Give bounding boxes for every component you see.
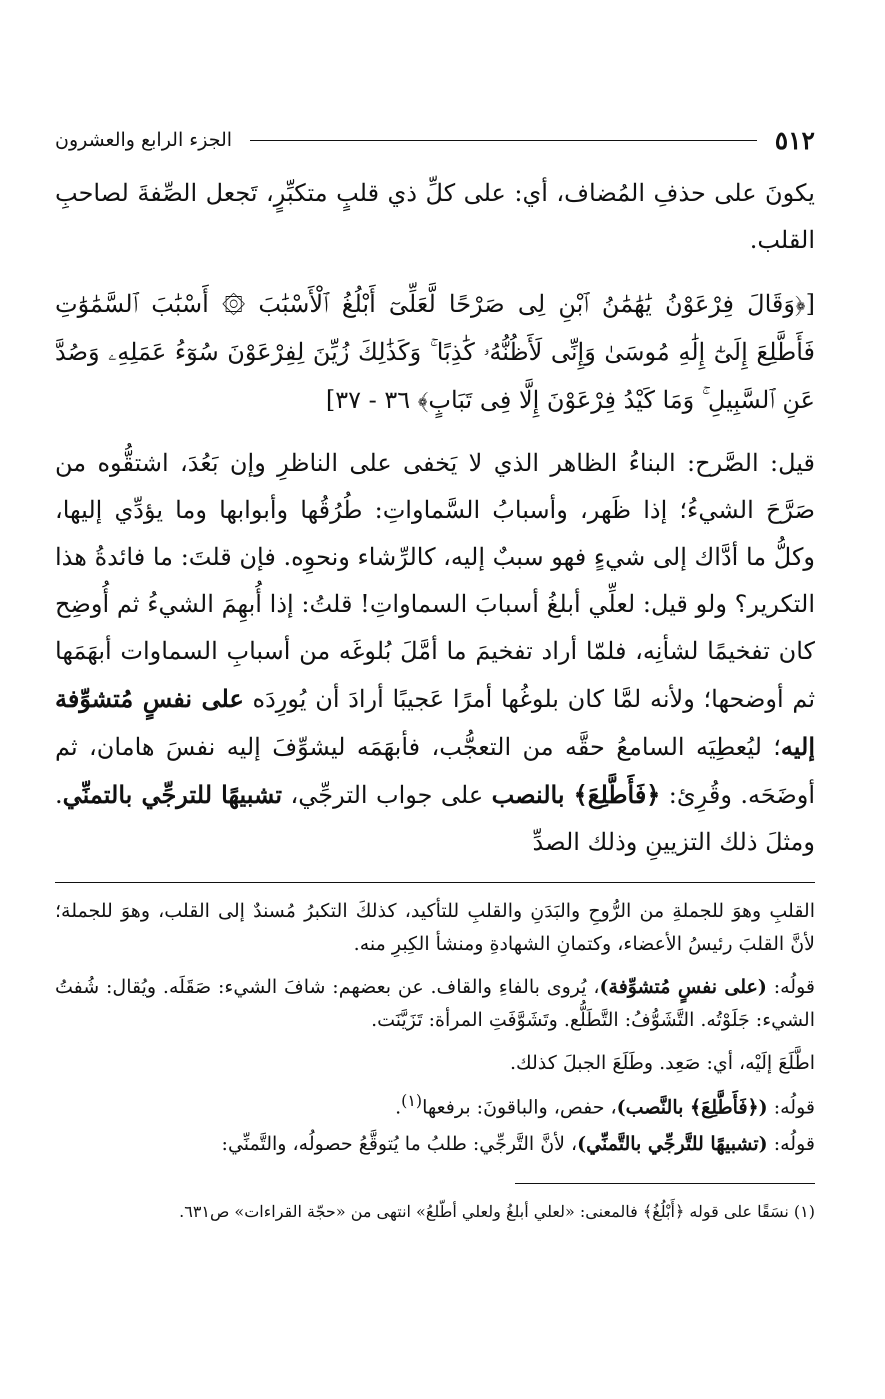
commentary-paragraph-1: القلبِ وهوَ للجملةِ من الرُّوحِ والبَدَنِ والقلبِ للتأكيد، كذلكَ التكبرُ مُسندٌ إلى القلب، وهوَ للجملة؛ لأنَّ القلبَ رئيسُ الأعضاء، وكتمانِ الشهادةِ ومنشأ الكِبرِ منه.: [55, 900, 815, 955]
tafsir-paragraph: [55, 440, 815, 866]
page-header: [55, 120, 815, 160]
commentary-4-prefix: قولُه:: [767, 1096, 815, 1119]
main-text: [55, 170, 815, 866]
tafsir-bold-2: ﴿فَأَطَّلِعَ﴾ بالنصب: [491, 780, 661, 809]
book-page: [55, 120, 815, 1226]
tafsir-bold-3: تشبيهًا للترجِّي بالتمنِّي: [62, 780, 283, 809]
tafsir-text-4: . ومثلَ ذلك التزيينِ وذلك الصدِّ: [55, 781, 815, 856]
running-head: الجزء الرابع والعشرون: [55, 129, 233, 151]
tafsir-bold-1: على نفسٍ مُتشوِّفة إليه: [55, 684, 816, 761]
footnote-ref: (١): [401, 1091, 423, 1110]
commentary-section: [55, 895, 815, 1161]
tafsir-text-2: ؛ ليُعطِيَه السامعُ حقَّه من التعجُّب، فأبهَمَه ليشوِّفَ إليه نفسَ هامان، ثم أوضَحَه. وقُرِئ:: [55, 733, 815, 809]
intro-paragraph: يكونَ على حذفِ المُضاف، أي: على كلِّ ذي قلبٍ متكبِّرٍ، تَجعل الصِّفةَ لصاحبِ القلب.: [55, 179, 815, 254]
commentary-5-text: ، لأنَّ التَّرجِّي: طلبُ ما يُتوقَّعُ حصولُه، والتَّمنِّي:: [221, 1133, 578, 1156]
commentary-4-end: .: [395, 1096, 402, 1119]
commentary-paragraph-2: [55, 971, 815, 1037]
footnote-separator: [515, 1183, 815, 1184]
tafsir-text-1: قيل: الصَّرح: البناءُ الظاهر الذي لا يَخفى على الناظرِ وإن بَعُدَ، اشتقُّوه من صَرَّحَ الشيءُ؛ إذا ظَهر، وأسبابُ السَّماواتِ: طُرُقُها وأبوابها وما يؤدِّي إليها، وكلُّ ما أدَّاك إلى شيءٍ فهو سببٌ إليه، كالرِّشاء ونحوِه. فإن قلتَ: ما فائدةُ هذا التكرير؟ ولو قيل: لعلِّي أبلغُ أسبابَ السماواتِ! قلتُ: إذا أُبهِمَ الشيءُ ثم أُوضِح كان تفخيمًا لشأنِه، فلمّا أراد تفخيمَ ما أمَّلَ بُلوغَه من أسبابِ السماوات أبهَمَها ثم أوضحها؛ ولأنه لمَّا كان بلوغُها أمرًا عَجيبًا أرادَ أن يُورِدَه: [55, 449, 815, 713]
commentary-paragraph-3: اطَّلَعَ إلَيْه، أي: صَعِد. وطَلَعَ الجبلَ كذلك.: [509, 1052, 815, 1074]
commentary-4-quote: (﴿فَأَطَّلِعَ﴾ بالنَّصب): [616, 1096, 768, 1119]
commentary-4-text: ، حفص، والباقونَ: برفعها: [422, 1096, 617, 1119]
footnote-1: (١) نسَقًا على قوله ﴿أَبْلُغُ﴾ فالمعنى: «لعلي أبلغُ ولعلي أطّلعُ» انتهى من «حجّة القراءات» ص٦٣١.: [179, 1202, 815, 1222]
commentary-paragraph-4: [55, 1084, 815, 1124]
commentary-2-quote: (على نفسٍ مُتشوِّفة): [599, 976, 767, 998]
header-rule: [250, 140, 757, 141]
commentary-2-prefix: قولُه:: [766, 976, 815, 998]
commentary-5-quote: (تشبيهًا للتَّرجِّي بالتَّمنِّي): [577, 1133, 768, 1156]
commentary-5-prefix: قولُه:: [767, 1133, 815, 1156]
commentary-separator: [55, 882, 815, 883]
quran-verse: [﴿وَقَالَ فِرْعَوْنُ يَٰهَٰمَٰنُ ٱبْنِ لِى صَرْحًا لَّعَلِّىٓ أَبْلُغُ ٱلْأَسْبَٰبَ ۞ أَسْبَٰبَ ٱلسَّمَٰوَٰتِ فَأَطَّلِعَ إِلَىٰٓ إِلَٰهِ مُوسَىٰ وَإِنِّى لَأَظُنُّهُۥ كَٰذِبًا ۚ وَكَذَٰلِكَ زُيِّنَ لِفِرْعَوْنَ سُوٓءُ عَمَلِهِۦ وَصُدَّ عَنِ ٱلسَّبِيلِ ۚ وَمَا كَيْدُ فِرْعَوْنَ إِلَّا فِى تَبَابٍ﴾ ٣٦ - ٣٧]: [55, 290, 815, 414]
tafsir-text-3: على جواب الترجِّي،: [282, 781, 492, 809]
commentary-paragraph-5: [55, 1128, 815, 1161]
page-number: ٥١٢: [774, 125, 815, 155]
commentary-2-text: ، يُروى بالفاءِ والقاف. عن بعضهم: شافَ الشيء: صَقَلَه. ويُقال: شُفتُ الشيء: جَلَوْتُه. التَّشَوُّفُ: التَّطَلُّع. وتَشَوَّفَتِ المرأة: تَزَيَّنَت.: [55, 976, 815, 1031]
